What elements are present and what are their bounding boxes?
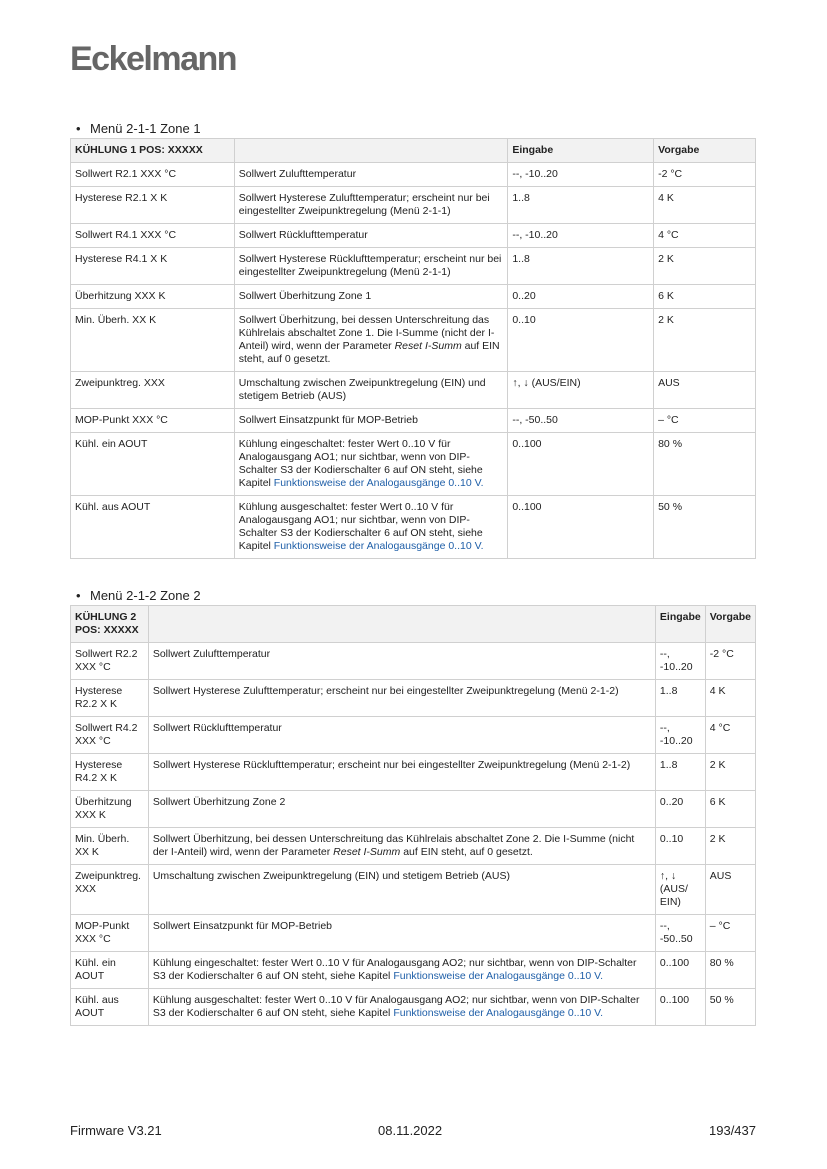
default-value-cell: -2 °C [654, 163, 756, 187]
footer-date: 08.11.2022 [378, 1123, 443, 1138]
header-parameter: KÜHLUNG 2 POS: XXXXX [71, 606, 149, 643]
header-description [234, 139, 508, 163]
parameter-cell: Kühl. ein AOUT [71, 433, 235, 496]
description-text: auf EIN steht, auf 0 gesetzt. [238, 340, 500, 365]
parameter-cell: Hysterese R2.1 X K [71, 187, 235, 224]
parameter-cell: Überhitzung XXX K [71, 285, 235, 309]
input-range-cell: 1..8 [508, 248, 654, 285]
input-range-cell: 0..100 [655, 989, 705, 1026]
default-value-cell: 2 K [654, 248, 756, 285]
description-cell [234, 496, 508, 559]
table-row [71, 865, 756, 915]
chapter-link[interactable]: Funktionsweise der Analogausgänge 0..10 V. [393, 970, 604, 982]
description-cell: Umschaltung zwischen Zweipunktregelung (EIN) und stetigem Betrieb (AUS) [148, 865, 655, 915]
default-value-cell: 4 °C [705, 717, 755, 754]
table-row [71, 680, 756, 717]
default-value-cell: 50 % [705, 989, 755, 1026]
default-value-cell: AUS [705, 865, 755, 915]
default-value-cell: 4 °C [654, 224, 756, 248]
chapter-link[interactable]: Funktionsweise der Analogausgänge 0..10 V. [273, 477, 484, 489]
table-row [71, 828, 756, 865]
input-range-cell: ↑, ↓ (AUS/EIN) [508, 372, 654, 409]
section-2-title-text: Menü 2-1-2 Zone 2 [90, 588, 201, 603]
parameter-cell: Zweipunktreg. XXX [71, 372, 235, 409]
section-1-title-text: Menü 2-1-1 Zone 1 [90, 121, 201, 136]
bullet-icon: • [76, 588, 81, 603]
default-value-cell: 6 K [705, 791, 755, 828]
parameter-cell: Zweipunktreg. XXX [71, 865, 149, 915]
parameter-cell: Hysterese R2.2 X K [71, 680, 149, 717]
parameter-cell: Hysterese R4.1 X K [71, 248, 235, 285]
header-description [148, 606, 655, 643]
table-row [71, 163, 756, 187]
input-range-cell: 0..100 [655, 952, 705, 989]
table-row [71, 643, 756, 680]
table-row [71, 409, 756, 433]
header-input: Eingabe [655, 606, 705, 643]
header-input: Eingabe [508, 139, 654, 163]
parameter-cell: Kühl. aus AOUT [71, 989, 149, 1026]
table-header-row [71, 606, 756, 643]
parameter-name: Reset I-Summ [333, 846, 401, 858]
description-text: Kühlung ausgeschaltet: fester Wert 0..10 V für Analogausgang AO1; nur sichtbar, wenn von DIP-Schalter S3 der Kodierschalter 6 auf ON steht, siehe Kapitel [238, 501, 483, 552]
header-default: Vorgabe [705, 606, 755, 643]
description-cell [148, 828, 655, 865]
table-row [71, 372, 756, 409]
parameter-cell: MOP-Punkt XXX °C [71, 915, 149, 952]
input-range-cell: 1..8 [655, 680, 705, 717]
description-cell: Sollwert Einsatzpunkt für MOP-Betrieb [234, 409, 508, 433]
input-range-cell: 0..20 [655, 791, 705, 828]
table-row [71, 309, 756, 372]
input-range-cell: --, -10..20 [655, 643, 705, 680]
brand-logo: Eckelmann [70, 40, 237, 78]
zone-1-table [70, 138, 756, 559]
description-cell [148, 989, 655, 1026]
table-row [71, 717, 756, 754]
chapter-link[interactable]: Funktionsweise der Analogausgänge 0..10 V. [393, 1007, 604, 1019]
section-1-title [76, 121, 201, 136]
description-text: Kühlung eingeschaltet: fester Wert 0..10 V für Analogausgang AO2; nur sichtbar, wenn von DIP-Schalter S3 der Kodierschalter 6 auf ON steht, siehe Kapitel [152, 957, 637, 982]
chapter-link[interactable]: Funktionsweise der Analogausgänge 0..10 V. [273, 540, 484, 552]
default-value-cell: 4 K [654, 187, 756, 224]
default-value-cell: -2 °C [705, 643, 755, 680]
input-range-cell: --, -50..50 [508, 409, 654, 433]
input-range-cell: --, -10..20 [508, 163, 654, 187]
input-range-cell: ↑, ↓ (AUS/ EIN) [655, 865, 705, 915]
description-cell: Sollwert Rücklufttemperatur [148, 717, 655, 754]
table-row [71, 754, 756, 791]
description-cell: Sollwert Überhitzung Zone 1 [234, 285, 508, 309]
parameter-cell: MOP-Punkt XXX °C [71, 409, 235, 433]
input-range-cell: 0..10 [508, 309, 654, 372]
footer-page-number: 193/437 [709, 1123, 756, 1138]
default-value-cell: 2 K [654, 309, 756, 372]
description-cell: Sollwert Hysterese Rücklufttemperatur; erscheint nur bei eingestellter Zweipunktregelung (Menü 2-1-1) [234, 248, 508, 285]
input-range-cell: --, -10..20 [655, 717, 705, 754]
description-cell: Sollwert Rücklufttemperatur [234, 224, 508, 248]
table-row [71, 989, 756, 1026]
table-header-row [71, 139, 756, 163]
table-row [71, 496, 756, 559]
default-value-cell: – °C [654, 409, 756, 433]
table-row [71, 915, 756, 952]
default-value-cell: AUS [654, 372, 756, 409]
parameter-cell: Hysterese R4.2 X K [71, 754, 149, 791]
input-range-cell: 1..8 [508, 187, 654, 224]
zone-2-table [70, 605, 756, 1026]
default-value-cell: 4 K [705, 680, 755, 717]
footer-firmware: Firmware V3.21 [70, 1123, 162, 1138]
description-cell [234, 433, 508, 496]
table-row [71, 224, 756, 248]
default-value-cell: 80 % [705, 952, 755, 989]
description-text: auf EIN steht, auf 0 gesetzt. [400, 846, 533, 858]
parameter-cell: Sollwert R2.1 XXX °C [71, 163, 235, 187]
description-cell [148, 952, 655, 989]
parameter-cell: Überhitzung XXX K [71, 791, 149, 828]
description-cell: Sollwert Zulufttemperatur [148, 643, 655, 680]
description-cell: Sollwert Hysterese Zulufttemperatur; erscheint nur bei eingestellter Zweipunktregelung (Menü 2-1-2) [148, 680, 655, 717]
description-text: Sollwert Überhitzung, bei dessen Unterschreitung das Kühlrelais abschaltet Zone 1. Die I-Summe (nicht der I-Anteil) wird, wenn der Parameter [238, 314, 495, 352]
header-parameter: KÜHLUNG 1 POS: XXXXX [71, 139, 235, 163]
parameter-cell: Sollwert R4.1 XXX °C [71, 224, 235, 248]
table-row [71, 433, 756, 496]
input-range-cell: 0..100 [508, 496, 654, 559]
bullet-icon: • [76, 121, 81, 136]
input-range-cell: 1..8 [655, 754, 705, 791]
table-row [71, 187, 756, 224]
parameter-cell: Kühl. aus AOUT [71, 496, 235, 559]
table-row [71, 285, 756, 309]
default-value-cell: – °C [705, 915, 755, 952]
parameter-cell: Min. Überh. XX K [71, 309, 235, 372]
section-2-title [76, 588, 201, 603]
parameter-cell: Kühl. ein AOUT [71, 952, 149, 989]
description-cell [234, 309, 508, 372]
description-cell: Umschaltung zwischen Zweipunktregelung (EIN) und stetigem Betrieb (AUS) [234, 372, 508, 409]
input-range-cell: 0..20 [508, 285, 654, 309]
description-cell: Sollwert Hysterese Zulufttemperatur; erscheint nur bei eingestellter Zweipunktregelung (Menü 2-1-1) [234, 187, 508, 224]
table-row [71, 248, 756, 285]
parameter-cell: Sollwert R2.2 XXX °C [71, 643, 149, 680]
description-cell: Sollwert Hysterese Rücklufttemperatur; erscheint nur bei eingestellter Zweipunktregelung (Menü 2-1-2) [148, 754, 655, 791]
input-range-cell: --, -50..50 [655, 915, 705, 952]
default-value-cell: 2 K [705, 754, 755, 791]
parameter-name: Reset I-Summ [394, 340, 462, 352]
description-text: Kühlung ausgeschaltet: fester Wert 0..10 V für Analogausgang AO2; nur sichtbar, wenn von DIP-Schalter S3 der Kodierschalter 6 auf ON steht, siehe Kapitel [152, 994, 640, 1019]
parameter-cell: Min. Überh. XX K [71, 828, 149, 865]
description-text: Kühlung eingeschaltet: fester Wert 0..10 V für Analogausgang AO1; nur sichtbar, wenn von DIP-Schalter S3 der Kodierschalter 6 auf ON steht, siehe Kapitel [238, 438, 483, 489]
input-range-cell: 0..10 [655, 828, 705, 865]
header-default: Vorgabe [654, 139, 756, 163]
description-text: Sollwert Überhitzung, bei dessen Unterschreitung das Kühlrelais abschaltet Zone 2. Die I-Summe (nicht der I-Anteil) wird, wenn der Parameter [152, 833, 635, 858]
input-range-cell: 0..100 [508, 433, 654, 496]
parameter-cell: Sollwert R4.2 XXX °C [71, 717, 149, 754]
input-range-cell: --, -10..20 [508, 224, 654, 248]
table-row [71, 952, 756, 989]
description-cell: Sollwert Überhitzung Zone 2 [148, 791, 655, 828]
table-row [71, 791, 756, 828]
default-value-cell: 50 % [654, 496, 756, 559]
description-cell: Sollwert Zulufttemperatur [234, 163, 508, 187]
default-value-cell: 2 K [705, 828, 755, 865]
default-value-cell: 6 K [654, 285, 756, 309]
default-value-cell: 80 % [654, 433, 756, 496]
description-cell: Sollwert Einsatzpunkt für MOP-Betrieb [148, 915, 655, 952]
